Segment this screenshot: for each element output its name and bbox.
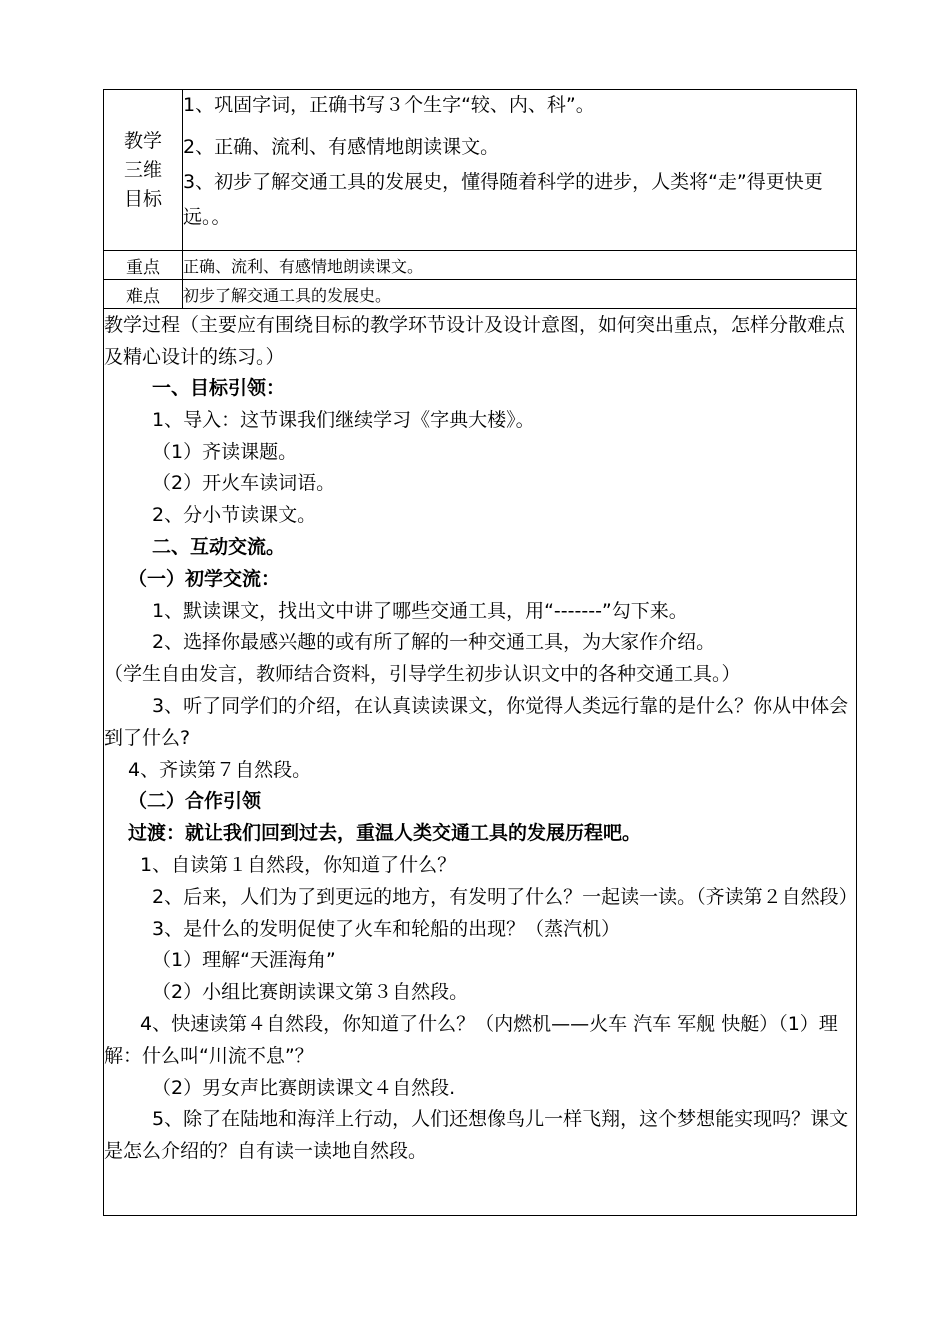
- process-line: 4、快速读第４自然段，你知道了什么？（内燃机——火车 汽车 军舰 快艇）（1）理解：什么叫“川流不息”？: [104, 1012, 838, 1067]
- process-line: 1、导入：这节课我们继续学习《字典大楼》。: [152, 408, 535, 431]
- process-line: 1、默读课文，找出文中讲了哪些交通工具，用“-------”勾下来。: [152, 599, 688, 622]
- process-line: 2、选择你最感兴趣的或有所了解的一种交通工具，为大家作介绍。: [152, 631, 716, 654]
- difficulty-text: 初步了解交通工具的发展史。: [183, 280, 857, 309]
- goal-item: 2、正确、流利、有感情地朗读课文。: [183, 136, 500, 158]
- goal-item: 3、初步了解交通工具的发展史，懂得随着科学的进步，人类将“走”得更快更远。。: [183, 171, 823, 228]
- process-intro: 教学过程（主要应有围绕目标的教学环节设计及设计意图，如何突出重点，怎样分散难点及精心设计的练习。）: [104, 314, 846, 368]
- process-line: 3、听了同学们的介绍，在认真读读课文，你觉得人类远行靠的是什么？你从中体会到了什么?: [104, 694, 849, 749]
- process-line: （2）开火车读词语。: [152, 472, 336, 495]
- difficulty-row: [104, 280, 857, 309]
- transition-line: 过渡：就让我们回到过去，重温人类交通工具的发展历程吧。: [128, 822, 642, 845]
- section-heading: 一、目标引领：: [152, 377, 286, 399]
- process-cell: [104, 309, 857, 1216]
- process-line: （1）理解“天涯海角”: [152, 949, 336, 972]
- goals-label-line: 目标: [123, 187, 162, 210]
- process-line: （1）齐读课题。: [152, 440, 298, 463]
- goal-item: 1、巩固字词，正确书写３个生字“较、内、科”。: [183, 94, 595, 116]
- goals-label-line: 教学: [123, 129, 162, 152]
- process-line: （学生自由发言，教师结合资料，引导学生初步认识文中的各种交通工具。）: [104, 663, 741, 686]
- process-line: 1、自读第１自然段，你知道了什么？: [140, 853, 457, 876]
- process-line: 2、分小节读课文。: [152, 504, 317, 527]
- process-line: 2、后来，人们为了到更远的地方，有发明了什么？一起读一读。（齐读第２自然段）: [152, 885, 858, 908]
- difficulty-label: 难点: [104, 280, 183, 309]
- key-point-row: [104, 251, 857, 280]
- process-line: 5、除了在陆地和海洋上行动，人们还想像鸟儿一样飞翔，这个梦想能实现吗？课文是怎么介绍的？自有读一读地自然段。: [104, 1108, 849, 1163]
- goals-label-line: 三维: [123, 158, 162, 181]
- key-point-label: 重点: [104, 251, 183, 280]
- process-line: 3、是什么的发明促使了火车和轮船的出现？（蒸汽机）: [152, 917, 621, 940]
- goals-row: [104, 90, 857, 251]
- goals-label-cell: [104, 90, 183, 251]
- process-line: （2）小组比赛朗读课文第３自然段。: [152, 981, 469, 1004]
- lesson-plan-table: [103, 89, 857, 1216]
- key-point-text: 正确、流利、有感情地朗读课文。: [183, 251, 857, 280]
- section-heading: 二、互动交流。: [152, 535, 286, 558]
- subsection-heading: （一）初学交流：: [128, 567, 281, 590]
- subsection-heading: （二）合作引领: [128, 790, 262, 813]
- goals-content-cell: [183, 90, 857, 251]
- process-row: [104, 309, 857, 1216]
- process-line: 4、齐读第７自然段。: [128, 758, 312, 781]
- process-line: （2）男女声比赛朗读课文４自然段.: [152, 1076, 456, 1099]
